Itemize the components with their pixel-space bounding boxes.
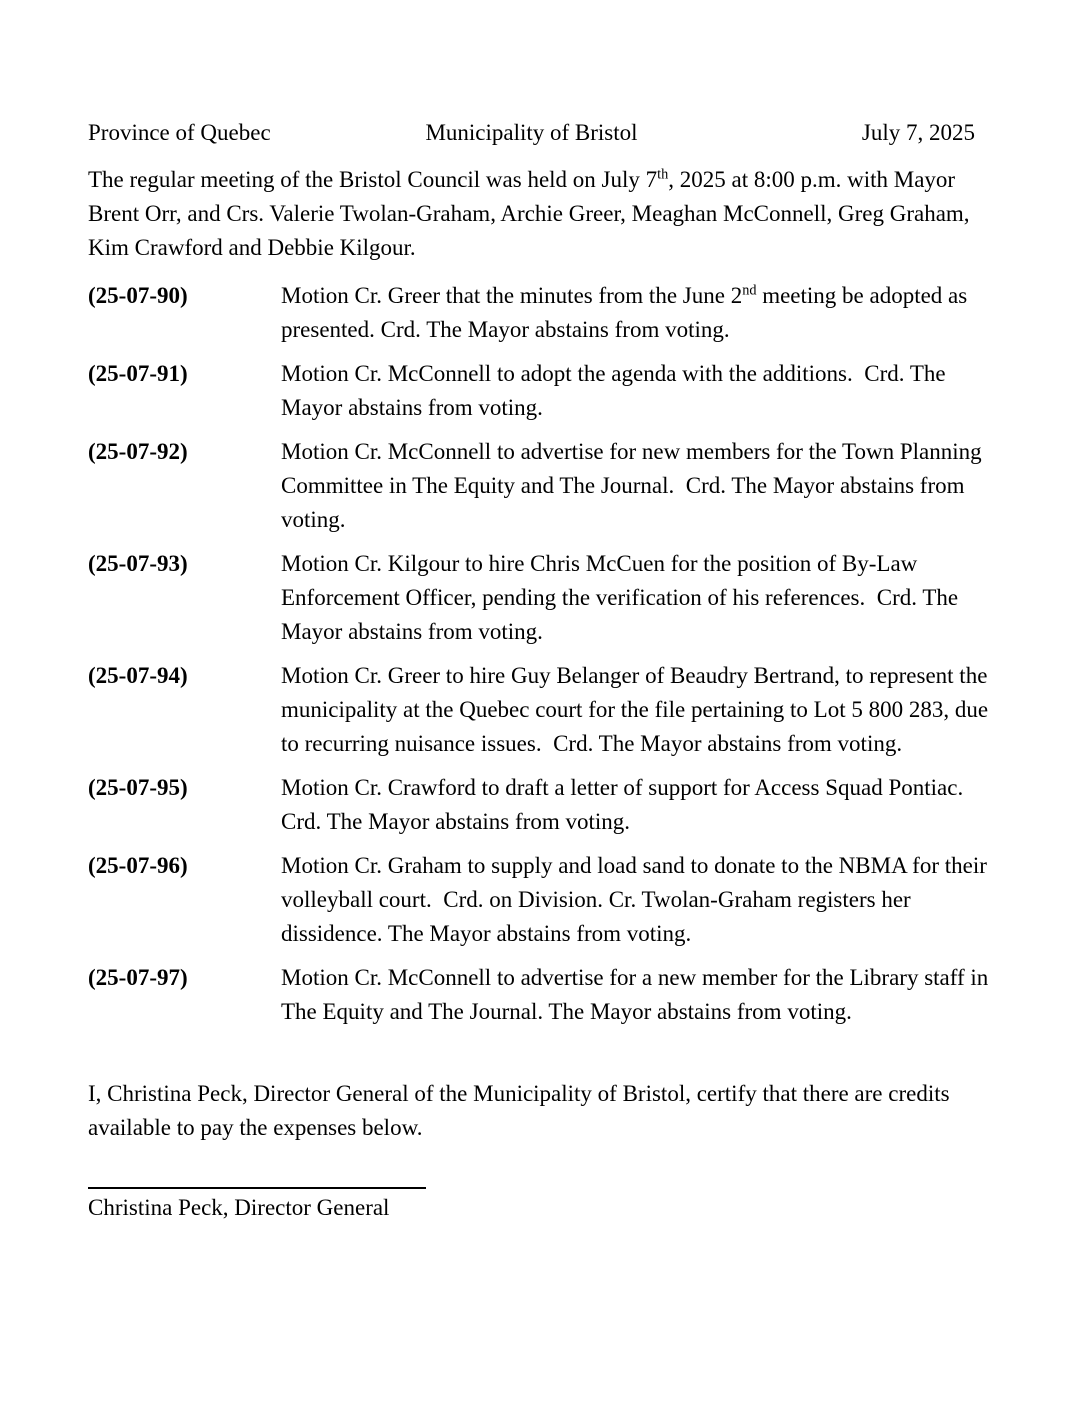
signature-block [88, 1187, 1000, 1225]
motion-number: (25-07-96) [88, 853, 188, 878]
motion-item [88, 547, 1000, 649]
intro-paragraph [88, 163, 1000, 265]
motion-text [281, 961, 1000, 1029]
motion-text [281, 547, 1000, 649]
motion-item [88, 357, 1000, 425]
text-segment: Motion Cr. Kilgour to hire Chris McCuen for the position of By-Law Enforcement Officer, pending the verification of his references. Crd. The Mayor abstains from voting. [281, 551, 964, 644]
text-segment: , 2025 at 8:00 p.m. with Mayor Brent Orr, and Crs. Valerie Twolan-Graham, Archie Greer, Meaghan McConnell, Greg Graham, Kim Crawford and Debbie Kilgour. [88, 167, 976, 260]
text-segment: meeting be adopted as presented. Crd. The Mayor abstains from voting. [281, 283, 973, 342]
text-segment: Motion Cr. Crawford to draft a letter of support for Access Squad Pontiac. Crd. The Mayor abstains from voting. [281, 775, 975, 834]
text-segment: Motion Cr. Greer that the minutes from the June 2 [281, 283, 743, 308]
motion-list [88, 279, 1000, 1029]
text-segment: Motion Cr. McConnell to advertise for a new member for the Library staff in The Equity and The Journal. The Mayor abstains from voting. [281, 965, 994, 1024]
motion-number: (25-07-94) [88, 663, 188, 688]
superscript-text: nd [742, 282, 757, 299]
certification-paragraph: I, Christina Peck, Director General of the Municipality of Bristol, certify that there are credits available to pay the expenses below. [88, 1081, 956, 1140]
signature-name: Christina Peck, Director General [88, 1195, 390, 1220]
motion-item [88, 961, 1000, 1029]
motion-number: (25-07-92) [88, 439, 188, 464]
document-header [88, 116, 1000, 150]
motion-item [88, 659, 1000, 761]
motion-number: (25-07-97) [88, 965, 188, 990]
text-segment: The regular meeting of the Bristol Council was held on July 7 [88, 167, 658, 192]
motion-number: (25-07-91) [88, 361, 188, 386]
motion-text [281, 279, 1000, 347]
motion-text [281, 659, 1000, 761]
motion-number: (25-07-90) [88, 283, 188, 308]
motion-item [88, 279, 1000, 347]
motion-text [281, 357, 1000, 425]
text-segment: Motion Cr. Graham to supply and load sand to donate to the NBMA for their volleyball court. Crd. on Division. Cr. Twolan-Graham registers her dissidence. The Mayor abstains from voting. [281, 853, 993, 946]
motion-text [281, 849, 1000, 951]
superscript-text: th [657, 166, 669, 183]
header-municipality: Municipality of Bristol [425, 120, 638, 145]
motion-number: (25-07-95) [88, 775, 188, 800]
motion-number: (25-07-93) [88, 551, 188, 576]
motion-item [88, 771, 1000, 839]
text-segment: Motion Cr. McConnell to adopt the agenda with the additions. Crd. The Mayor abstains from voting. [281, 361, 952, 420]
motion-text [281, 435, 1000, 537]
header-date: July 7, 2025 [861, 120, 975, 145]
motion-text [281, 771, 1000, 839]
motion-item [88, 849, 1000, 951]
text-segment: Motion Cr. McConnell to advertise for new members for the Town Planning Committee in The Equity and The Journal. Crd. The Mayor abstains from voting. [281, 439, 988, 532]
text-segment: Motion Cr. Greer to hire Guy Belanger of Beaudry Bertrand, to represent the municipality at the Quebec court for the file pertaining to Lot 5 800 283, due to recurring nuisance issues. Crd. The Mayor abstains from voting. [281, 663, 994, 756]
header-province: Province of Quebec [88, 120, 271, 145]
motion-item [88, 435, 1000, 537]
